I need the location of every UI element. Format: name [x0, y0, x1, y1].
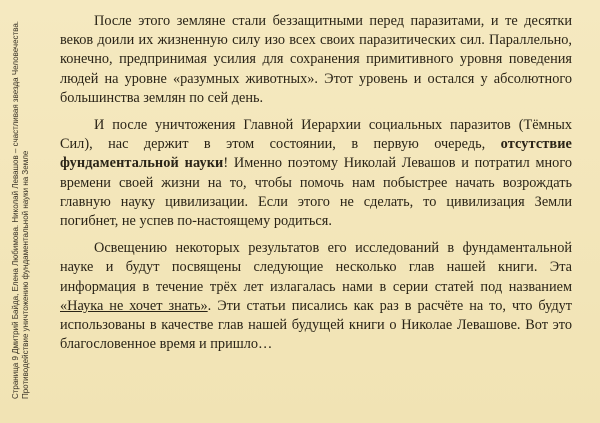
paragraph-3-text-before: Освещению некоторых результатов его исследований в фундаментальной науке и будут посвящены следующие несколько глав нашей книги. Эта информация в течение трёх лет излагалась нами в серии статей под названием [60, 240, 572, 295]
paragraph-3-text-after: . Эти статьи писались как раз в расчёте на то, что будут использованы в качестве глав нашей будущей книги о Николае Левашове. Вот это благословенное время и пришло… [60, 297, 572, 353]
paragraph-3 [60, 239, 572, 354]
article-series-link[interactable]: «Наука не хочет знать» [60, 297, 208, 314]
side-caption-line-2: Противодействие уничтожению фундаментальной науки на Земле [21, 150, 30, 400]
side-caption-text [11, 21, 31, 399]
paragraph-2 [60, 116, 572, 231]
paragraph-2-text-before: И после уничтожения Главной Иерархии социальных паразитов (Тёмных Сил), нас держит в этом состоянии, в первую очередь, [60, 117, 572, 153]
paragraph-1 [60, 12, 572, 108]
paragraph-2-bold-phrase: отсутствие фундаментальной науки [60, 136, 572, 172]
paragraph-2-text-after: ! Именно поэтому Николай Левашов и потратил много времени своей жизни на то, чтобы помочь нам побыстрее начать возрождать главную науку цивилизации. Если этого не сделать, то цивилизация Земли погибнет, не успев по-настоящему родиться. [60, 155, 572, 230]
paragraph-1-text: После этого земляне стали беззащитными перед паразитами, и те десятки веков доили их жизненную силу изо всех своих паразитических сил. Параллельно, конечно, предпринимая усилия для сохранения примитивного уровня поведения людей на уровне «разумных животных». Этот уровень и остался у абсолютного большинства землян по сей день. [60, 13, 572, 106]
side-caption [6, 10, 36, 410]
main-text [60, 12, 572, 354]
side-caption-line-1: Страница 9 Дмитрий Байда, Елена Любимова. Николай Левашов – счастливая звезда Человечества. [11, 20, 20, 400]
